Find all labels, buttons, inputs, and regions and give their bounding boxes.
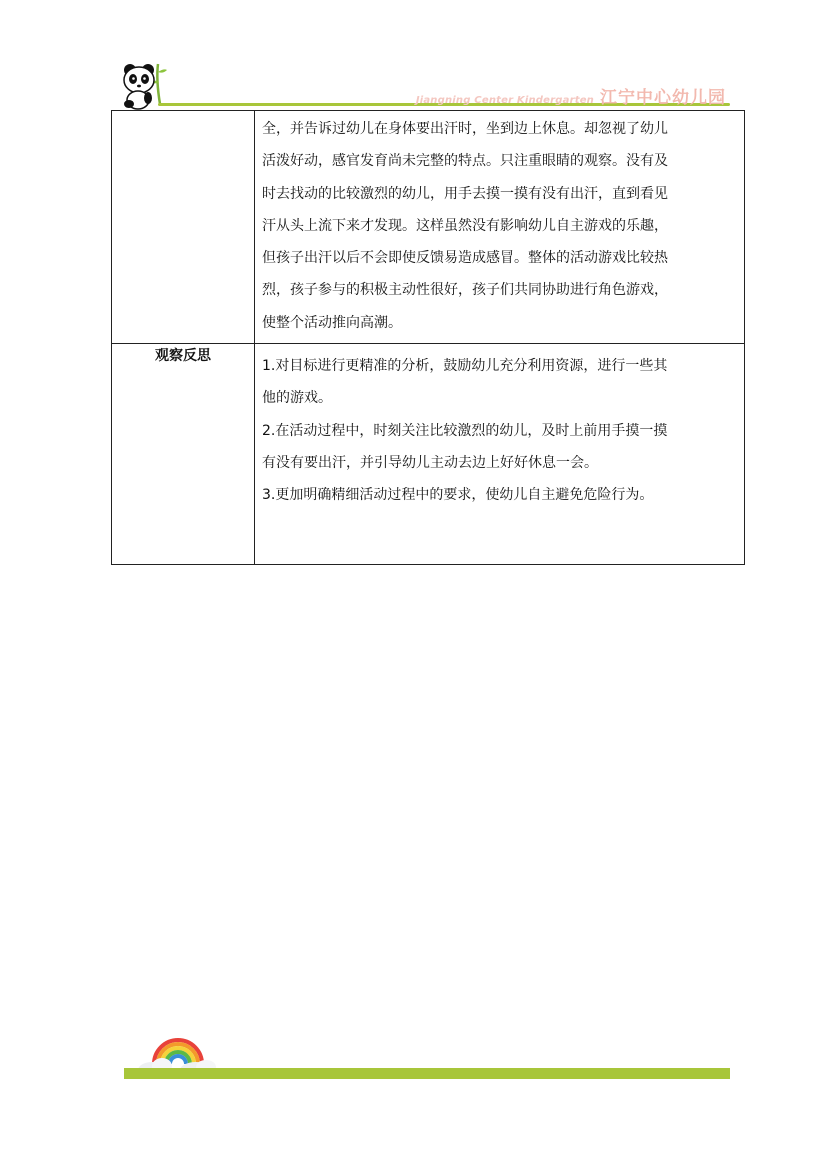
text-line: 活泼好动，感官发育尚未完整的特点。只注重眼睛的观察。没有及 bbox=[262, 153, 668, 170]
brand bbox=[416, 83, 726, 108]
text-line: 使整个活动推向高潮。 bbox=[262, 314, 402, 331]
footer-bar bbox=[124, 1068, 730, 1079]
observation-table bbox=[111, 110, 745, 565]
text-line: 有没有要出汗，并引导幼儿主动去边上好好休息一会。 bbox=[262, 454, 598, 471]
row-label bbox=[112, 111, 255, 344]
brand-english-name: Jiangning Center Kindergarten bbox=[415, 95, 594, 106]
brand-chinese-name: 江宁中心幼儿园 bbox=[600, 88, 726, 108]
row-content bbox=[255, 344, 745, 565]
row-content bbox=[255, 111, 745, 344]
text-line: 他的游戏。 bbox=[262, 390, 332, 407]
page-header bbox=[110, 55, 730, 111]
table-row bbox=[112, 344, 745, 565]
text-line: 汗从头上流下来才发现。这样虽然没有影响幼儿自主游戏的乐趣， bbox=[262, 217, 668, 234]
text-line: 时去找动的比较激烈的幼儿，用手去摸一摸有没有出汗，直到看见 bbox=[262, 185, 668, 202]
text-line: 2.在活动过程中，时刻关注比较激烈的幼儿，及时上前用手摸一摸 bbox=[262, 422, 668, 439]
table-row bbox=[112, 111, 745, 344]
text-line: 全，并告诉过幼儿在身体要出汗时，坐到边上休息。却忽视了幼儿 bbox=[262, 121, 668, 137]
text-line: 烈，孩子参与的积极主动性很好，孩子们共同协助进行角色游戏， bbox=[262, 282, 668, 299]
text-line: 1.对目标进行更精准的分析，鼓励幼儿充分利用资源，进行一些其 bbox=[262, 358, 668, 375]
row-label: 观察反思 bbox=[112, 344, 255, 565]
text-line: 3.更加明确精细活动过程中的要求，使幼儿自主避免危险行为。 bbox=[262, 487, 654, 504]
page-footer bbox=[120, 1028, 730, 1084]
text-line: 但孩子出汗以后不会即使反馈易造成感冒。整体的活动游戏比较热 bbox=[262, 250, 668, 267]
